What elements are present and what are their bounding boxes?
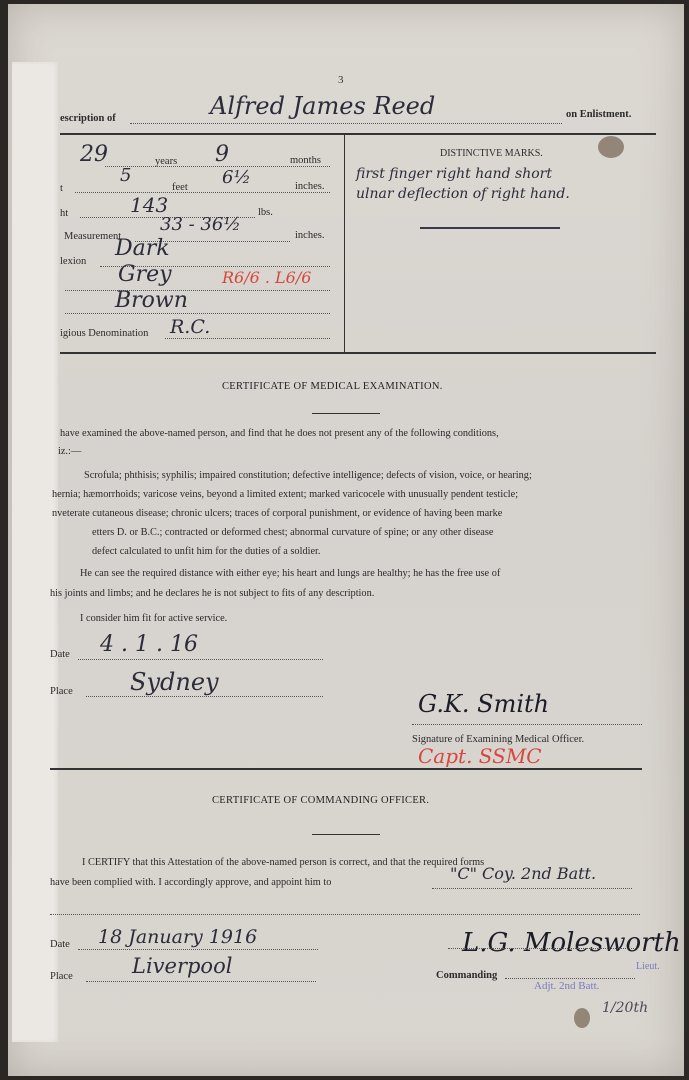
commanding-label: Commanding	[436, 970, 498, 981]
religion-value: R.C.	[170, 316, 211, 338]
medical-place: Sydney	[130, 668, 219, 696]
medical-officer-signature: G.K. Smith	[418, 690, 550, 718]
hair-value: Brown	[115, 288, 188, 313]
binding-strip	[12, 62, 58, 1042]
height-feet: 5	[120, 165, 132, 186]
commanding-date-line	[78, 949, 318, 950]
medical-signature-line	[412, 724, 642, 725]
feet-label: feet	[172, 182, 188, 193]
medical-intro-viz: iz.:—	[58, 446, 82, 457]
unit-appointment: "C" Coy. 2nd Batt.	[450, 864, 597, 883]
medical-intro: have examined the above-named person, and find that he does not present any of the following conditions,	[60, 428, 499, 439]
enlistment-label-suffix: on Enlistment.	[566, 109, 632, 120]
continuation-line	[50, 914, 640, 915]
chest-value: 33 - 36½	[160, 214, 241, 235]
description-top-rule	[60, 133, 656, 135]
lieut-stamp: Lieut.	[636, 961, 660, 972]
complexion-label: lexion	[60, 256, 87, 267]
section-divider	[50, 768, 642, 770]
age-months: 9	[215, 142, 229, 167]
commanding-date-label: Date	[50, 939, 70, 950]
enlistee-name: Alfred James Reed	[210, 92, 436, 120]
weight-label: ht	[60, 208, 69, 219]
height-label: t	[60, 183, 63, 194]
commanding-place: Liverpool	[132, 954, 233, 978]
commanding-line	[505, 978, 635, 979]
medical-date-label: Date	[50, 649, 70, 660]
commanding-title-rule	[312, 834, 380, 835]
commanding-signature-line	[448, 948, 638, 949]
name-dotted-line	[130, 123, 562, 124]
page-number: 3	[338, 74, 344, 86]
distinctive-marks-title: DISTINCTIVE MARKS.	[440, 148, 543, 159]
commanding-place-label: Place	[50, 971, 73, 982]
distinctive-mark-line-2: ulnar deflection of right hand.	[356, 186, 570, 202]
inches-label: inches.	[295, 181, 325, 192]
enlistment-label-prefix: escription of	[60, 113, 116, 124]
age-value: 29	[80, 142, 108, 167]
medical-title-rule	[312, 413, 380, 414]
description-divider	[344, 134, 345, 354]
certify-line-1: I CERTIFY that this Attestation of the above-named person is correct, and that the required forms	[82, 857, 485, 868]
fit-for-service: I consider him fit for active service.	[80, 613, 228, 624]
conditions-line-4: etters D. or B.C.; contracted or deformed chest; abnormal curvature of spine; or any other disease	[92, 527, 494, 538]
medical-place-line	[86, 696, 323, 697]
conditions-line-3: nveterate cutaneous disease; chronic ulcers; traces of corporal punishment, or evidence of having been marke	[52, 508, 503, 519]
certify-line-2: have been complied with. I accordingly approve, and appoint him to	[50, 877, 332, 888]
chest-label: Measurement	[64, 231, 122, 242]
religion-line	[165, 338, 330, 339]
height-inches: 6½	[222, 167, 251, 188]
adjt-stamp: Adjt. 2nd Batt.	[534, 980, 600, 992]
hair-line	[65, 313, 330, 314]
ink-stain	[574, 1008, 590, 1028]
fitness-line-1: He can see the required distance with either eye; his heart and lungs are healthy; he has the free use of	[80, 568, 501, 579]
conditions-line-2: hernia; hæmorrhoids; varicose veins, beyond a limited extent; marked varicocele with unusually pendent testicle;	[52, 489, 519, 500]
eyes-line	[65, 290, 330, 291]
years-label: years	[155, 156, 178, 167]
complexion-value: Dark	[115, 236, 170, 261]
margin-note: 1/20th	[602, 1000, 649, 1016]
medical-date-line	[78, 659, 323, 660]
lbs-label: lbs.	[258, 207, 273, 218]
distinctive-mark-line-1: first finger right hand short	[356, 166, 552, 182]
commanding-officer-signature: L.G. Molesworth	[462, 928, 681, 958]
weight-value: 143	[130, 193, 169, 217]
conditions-line-5: defect calculated to unfit him for the duties of a soldier.	[92, 546, 321, 557]
description-bottom-rule	[60, 352, 656, 354]
chest-unit: inches.	[295, 230, 325, 241]
height-line	[75, 192, 330, 193]
distinctive-underline	[420, 227, 560, 229]
medical-date: 4 . 1 . 16	[100, 632, 198, 657]
religion-label: igious Denomination	[60, 328, 149, 339]
conditions-line-1: Scrofula; phthisis; syphilis; impaired constitution; defective intelligence; defects of vision, voice, or hearing;	[84, 470, 532, 481]
eyes-vision-note: R6/6 . L6/6	[222, 268, 312, 287]
medical-signature-label: Signature of Examining Medical Officer.	[412, 734, 585, 745]
commanding-date: 18 January 1916	[98, 926, 258, 948]
unit-line	[432, 888, 632, 889]
medical-certificate-title: CERTIFICATE OF MEDICAL EXAMINATION.	[222, 381, 443, 392]
medical-place-label: Place	[50, 686, 73, 697]
commanding-certificate-title: CERTIFICATE OF COMMANDING OFFICER.	[212, 795, 430, 806]
medical-officer-rank: Capt. SSMC	[418, 744, 542, 768]
eyes-value: Grey	[118, 262, 172, 287]
ink-stain	[598, 136, 624, 158]
fitness-line-2: his joints and limbs; and he declares he is not subject to fits of any description.	[50, 588, 375, 599]
commanding-place-line	[86, 981, 316, 982]
months-label: months	[290, 155, 321, 166]
